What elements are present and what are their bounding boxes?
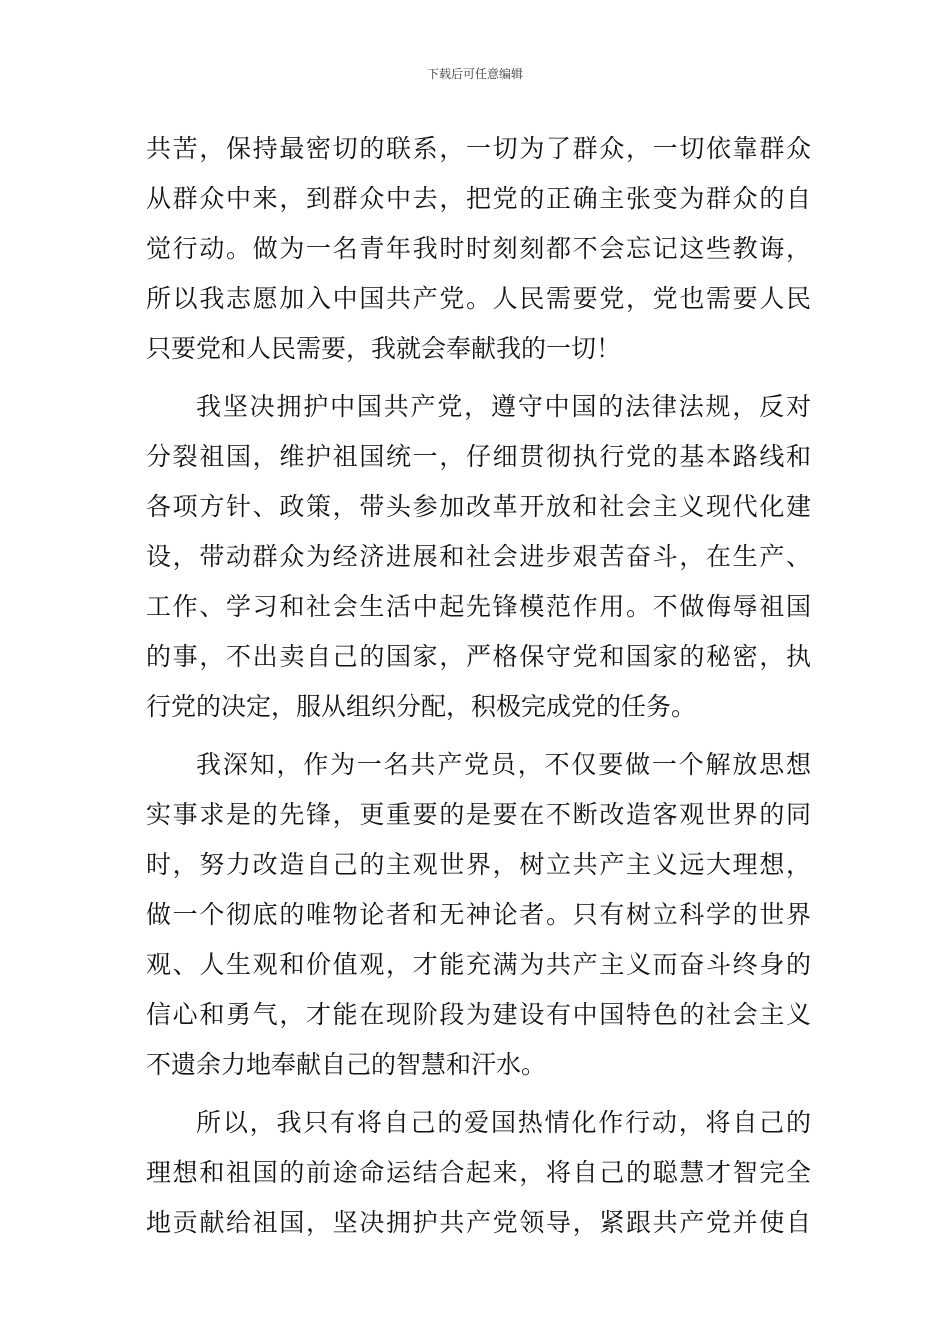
text-line: 行党的决定，服从组织分配，积极完成党的任务。 — [146, 692, 697, 721]
text-line: 我坚决拥护中国共产党，遵守中国的法律法规，反对 — [196, 392, 811, 421]
text-line: 地贡献给祖国，坚决拥护共产党领导，紧跟共产党并使自 — [146, 1208, 811, 1237]
paragraph-2 — [146, 382, 811, 732]
text-line: 只要党和人民需要，我就会奉献我的一切！ — [146, 334, 622, 363]
text-line: 理想和祖国的前途命运结合起来，将自己的聪慧才智完全 — [146, 1158, 811, 1187]
paragraph-4 — [146, 1098, 811, 1248]
paragraph-1 — [146, 124, 811, 374]
document-body — [146, 124, 811, 1248]
text-line: 设，带动群众为经济进展和社会进步艰苦奋斗，在生产、 — [146, 542, 811, 571]
text-line: 观、人生观和价值观，才能充满为共产主义而奋斗终身的 — [146, 950, 811, 979]
text-line: 分裂祖国，维护祖国统一，仔细贯彻执行党的基本路线和 — [146, 442, 811, 471]
text-line: 所以我志愿加入中国共产党。人民需要党，党也需要人民 — [146, 284, 811, 313]
text-line: 信心和勇气，才能在现阶段为建设有中国特色的社会主义 — [146, 1000, 811, 1029]
text-line: 实事求是的先锋，更重要的是要在不断改造客观世界的同 — [146, 800, 811, 829]
page-header: 下载后可任意编辑 — [426, 67, 523, 81]
text-line: 各项方针、政策，带头参加改革开放和社会主义现代化建 — [146, 492, 811, 521]
text-line: 觉行动。做为一名青年我时时刻刻都不会忘记这些教诲， — [146, 234, 811, 263]
text-line: 时，努力改造自己的主观世界，树立共产主义远大理想， — [146, 850, 811, 879]
text-line: 不遗余力地奉献自己的智慧和汗水。 — [146, 1050, 547, 1079]
text-line: 共苦，保持最密切的联系，一切为了群众，一切依靠群众 — [146, 134, 811, 163]
text-line: 工作、学习和社会生活中起先锋模范作用。不做侮辱祖国 — [146, 592, 811, 621]
text-line: 我深知，作为一名共产党员，不仅要做一个解放思想 — [196, 750, 811, 779]
text-line: 的事，不出卖自己的国家，严格保守党和国家的秘密，执 — [146, 642, 811, 671]
paragraph-3 — [146, 740, 811, 1090]
text-line: 从群众中来，到群众中去，把党的正确主张变为群众的自 — [146, 184, 811, 213]
text-line: 所以，我只有将自己的爱国热情化作行动，将自己的 — [196, 1108, 811, 1137]
text-line: 做一个彻底的唯物论者和无神论者。只有树立科学的世界 — [146, 900, 811, 929]
